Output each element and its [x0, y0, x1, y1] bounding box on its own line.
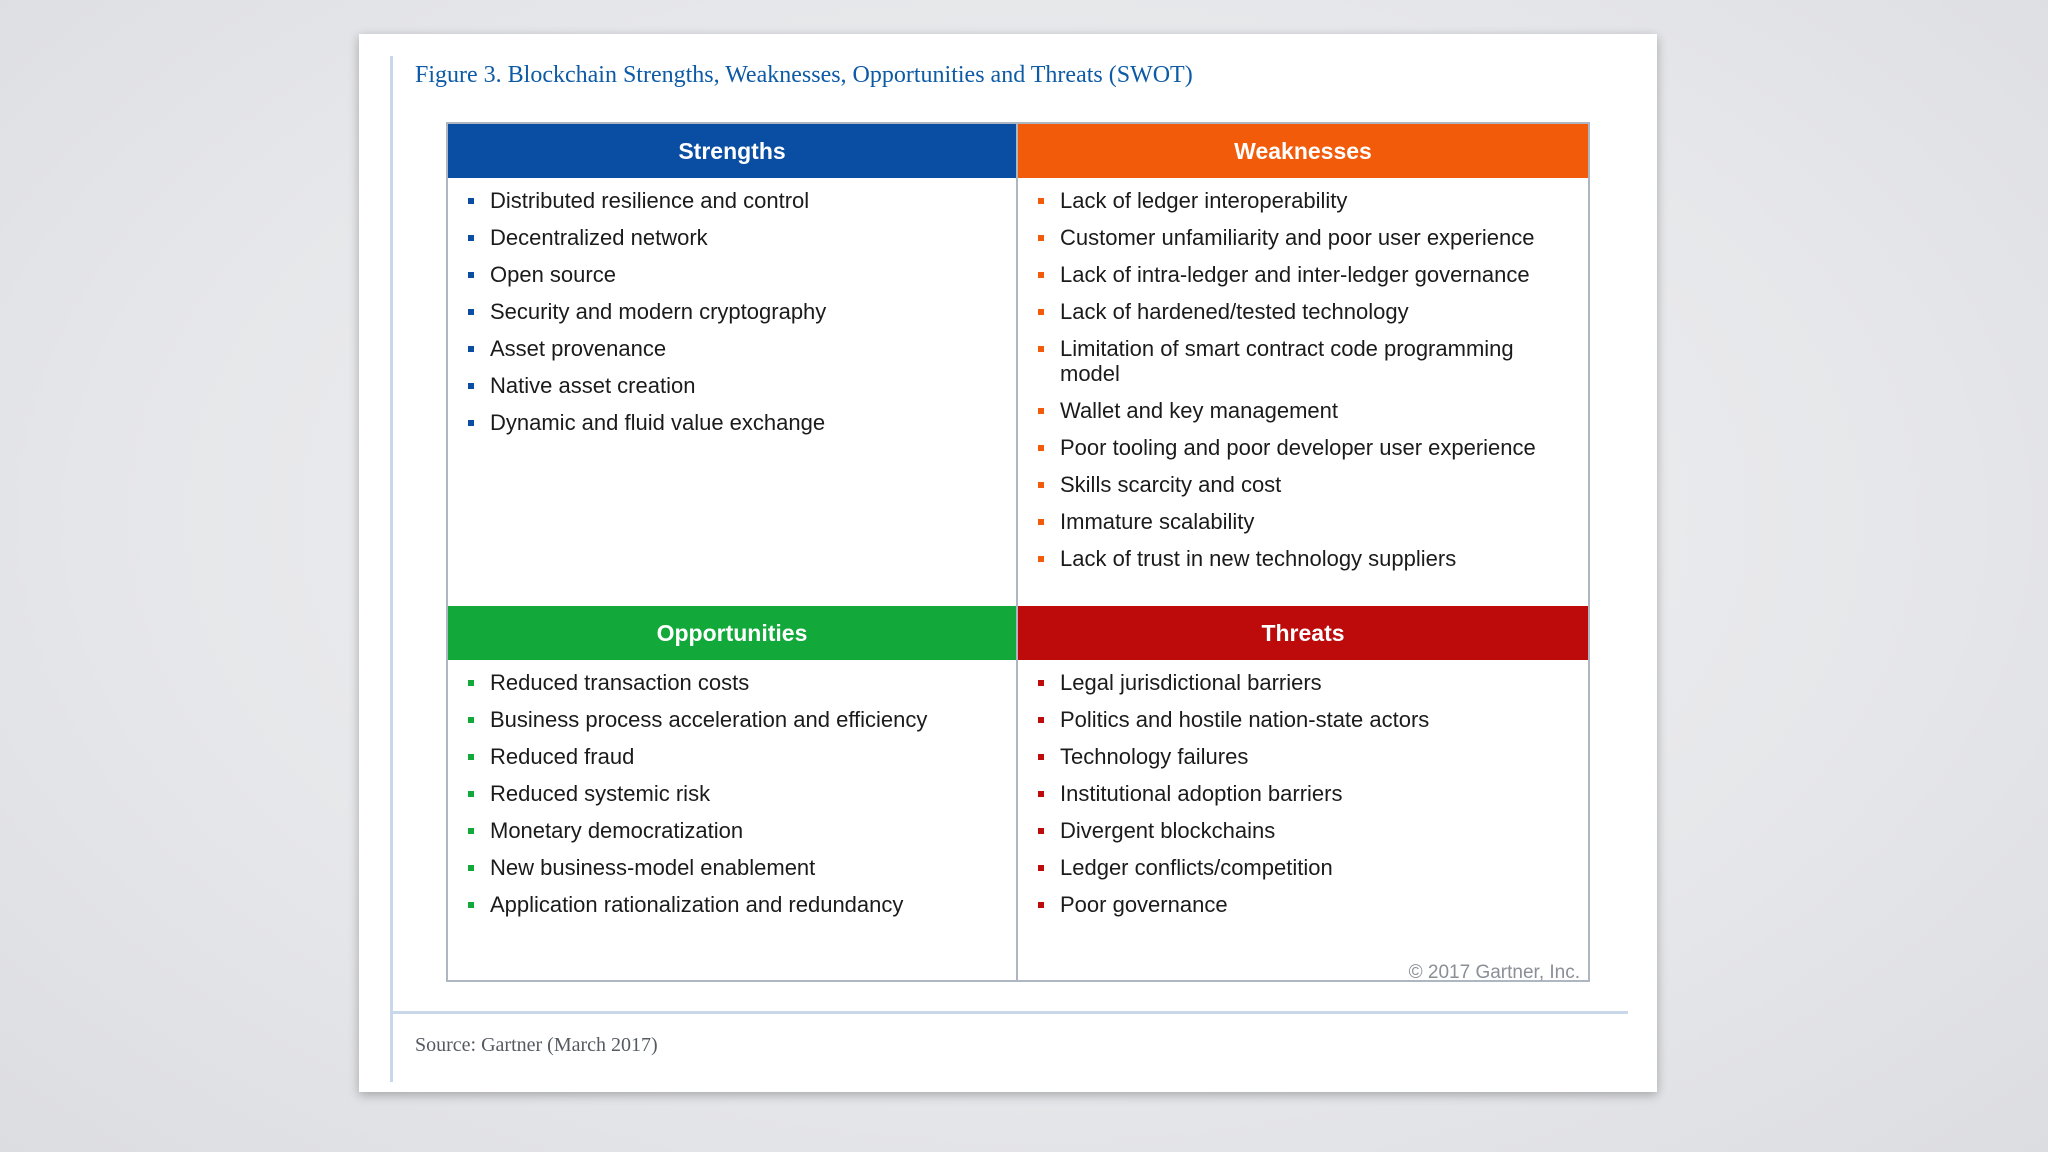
square-bullet-icon	[1038, 902, 1044, 908]
square-bullet-icon	[1038, 309, 1044, 315]
copyright-notice: © 2017 Gartner, Inc.	[1408, 962, 1580, 983]
square-bullet-icon	[1038, 445, 1044, 451]
opportunities-item	[468, 744, 996, 769]
square-bullet-icon	[1038, 680, 1044, 686]
square-bullet-icon	[1038, 482, 1044, 488]
threats-item	[1038, 892, 1568, 917]
strengths-item-text: Distributed resilience and control	[490, 188, 810, 213]
strengths-item	[468, 336, 996, 361]
square-bullet-icon	[468, 717, 474, 723]
strengths-item	[468, 188, 996, 213]
threats-item-text: Poor governance	[1060, 892, 1228, 917]
weaknesses-item-text: Customer unfamiliarity and poor user experience	[1060, 225, 1535, 250]
weaknesses-item	[1038, 435, 1568, 460]
square-bullet-icon	[468, 198, 474, 204]
threats-header: Threats	[1018, 606, 1588, 660]
strengths-item-text: Native asset creation	[490, 373, 696, 398]
weaknesses-item-text: Limitation of smart contract code programming model	[1060, 336, 1514, 386]
threats-item-text: Technology failures	[1060, 744, 1249, 769]
threats-item-text: Ledger conflicts/competition	[1060, 855, 1333, 880]
weaknesses-quadrant	[1018, 124, 1588, 606]
square-bullet-icon	[468, 346, 474, 352]
threats-item	[1038, 781, 1568, 806]
square-bullet-icon	[468, 235, 474, 241]
strengths-item-text: Decentralized network	[490, 225, 708, 250]
left-accent-rule	[390, 56, 393, 1082]
weaknesses-item	[1038, 262, 1568, 287]
bottom-divider	[392, 1011, 1628, 1014]
square-bullet-icon	[1038, 519, 1044, 525]
weaknesses-item-text: Wallet and key management	[1060, 398, 1338, 423]
threats-item	[1038, 744, 1568, 769]
threats-quadrant	[1018, 606, 1588, 980]
square-bullet-icon	[468, 754, 474, 760]
opportunities-item-text: Reduced systemic risk	[490, 781, 711, 806]
figure-title: Figure 3. Blockchain Strengths, Weaknesses, Opportunities and Threats (SWOT)	[415, 62, 1193, 88]
square-bullet-icon	[468, 902, 474, 908]
square-bullet-icon	[1038, 791, 1044, 797]
square-bullet-icon	[1038, 865, 1044, 871]
strengths-item-text: Dynamic and fluid value exchange	[490, 410, 826, 435]
opportunities-item-text: Reduced fraud	[490, 744, 635, 769]
strengths-header: Strengths	[448, 124, 1016, 178]
weaknesses-header: Weaknesses	[1018, 124, 1588, 178]
weaknesses-item	[1038, 188, 1568, 213]
threats-item	[1038, 818, 1568, 843]
weaknesses-item	[1038, 336, 1568, 386]
opportunities-item-text: New business-model enablement	[490, 855, 816, 880]
opportunities-item-text: Application rationalization and redundancy	[490, 892, 904, 917]
square-bullet-icon	[1038, 346, 1044, 352]
opportunities-item	[468, 892, 996, 917]
strengths-list	[448, 178, 1016, 435]
square-bullet-icon	[1038, 556, 1044, 562]
square-bullet-icon	[1038, 754, 1044, 760]
opportunities-item	[468, 818, 996, 843]
weaknesses-item	[1038, 472, 1568, 497]
weaknesses-item-text: Lack of trust in new technology suppliers	[1060, 546, 1457, 571]
opportunities-item-text: Reduced transaction costs	[490, 670, 750, 695]
opportunities-item	[468, 670, 996, 695]
opportunities-header: Opportunities	[448, 606, 1016, 660]
square-bullet-icon	[1038, 198, 1044, 204]
weaknesses-item	[1038, 509, 1568, 534]
square-bullet-icon	[468, 791, 474, 797]
square-bullet-icon	[468, 865, 474, 871]
weaknesses-item-text: Lack of hardened/tested technology	[1060, 299, 1409, 324]
threats-item-text: Divergent blockchains	[1060, 818, 1276, 843]
weaknesses-item-text: Lack of ledger interoperability	[1060, 188, 1348, 213]
weaknesses-list	[1018, 178, 1588, 571]
threats-item	[1038, 707, 1568, 732]
square-bullet-icon	[468, 309, 474, 315]
square-bullet-icon	[468, 680, 474, 686]
weaknesses-item	[1038, 398, 1568, 423]
strengths-item	[468, 225, 996, 250]
square-bullet-icon	[1038, 235, 1044, 241]
strengths-item-text: Open source	[490, 262, 616, 287]
threats-item-text: Politics and hostile nation-state actors	[1060, 707, 1430, 732]
square-bullet-icon	[1038, 717, 1044, 723]
opportunities-quadrant	[448, 606, 1018, 980]
square-bullet-icon	[468, 828, 474, 834]
threats-item-text: Legal jurisdictional barriers	[1060, 670, 1322, 695]
weaknesses-item-text: Skills scarcity and cost	[1060, 472, 1282, 497]
swot-grid	[446, 122, 1590, 982]
weaknesses-item-text: Poor tooling and poor developer user experience	[1060, 435, 1536, 460]
weaknesses-item	[1038, 225, 1568, 250]
strengths-item	[468, 410, 996, 435]
square-bullet-icon	[468, 420, 474, 426]
square-bullet-icon	[1038, 272, 1044, 278]
source-note: Source: Gartner (March 2017)	[415, 1034, 658, 1056]
square-bullet-icon	[1038, 408, 1044, 414]
opportunities-item-text: Business process acceleration and efficiency	[490, 707, 928, 732]
weaknesses-item-text: Immature scalability	[1060, 509, 1255, 534]
weaknesses-item	[1038, 546, 1568, 571]
opportunities-list	[448, 660, 1016, 917]
square-bullet-icon	[468, 272, 474, 278]
strengths-item-text: Security and modern cryptography	[490, 299, 827, 324]
threats-item	[1038, 670, 1568, 695]
opportunities-item	[468, 781, 996, 806]
strengths-item-text: Asset provenance	[490, 336, 667, 361]
strengths-item	[468, 299, 996, 324]
weaknesses-item-text: Lack of intra-ledger and inter-ledger governance	[1060, 262, 1530, 287]
opportunities-item	[468, 707, 996, 732]
threats-item-text: Institutional adoption barriers	[1060, 781, 1343, 806]
opportunities-item-text: Monetary democratization	[490, 818, 744, 843]
strengths-item	[468, 262, 996, 287]
slide-card	[359, 34, 1657, 1092]
opportunities-item	[468, 855, 996, 880]
threats-list	[1018, 660, 1588, 917]
square-bullet-icon	[468, 383, 474, 389]
strengths-item	[468, 373, 996, 398]
threats-item	[1038, 855, 1568, 880]
weaknesses-item	[1038, 299, 1568, 324]
square-bullet-icon	[1038, 828, 1044, 834]
strengths-quadrant	[448, 124, 1018, 606]
